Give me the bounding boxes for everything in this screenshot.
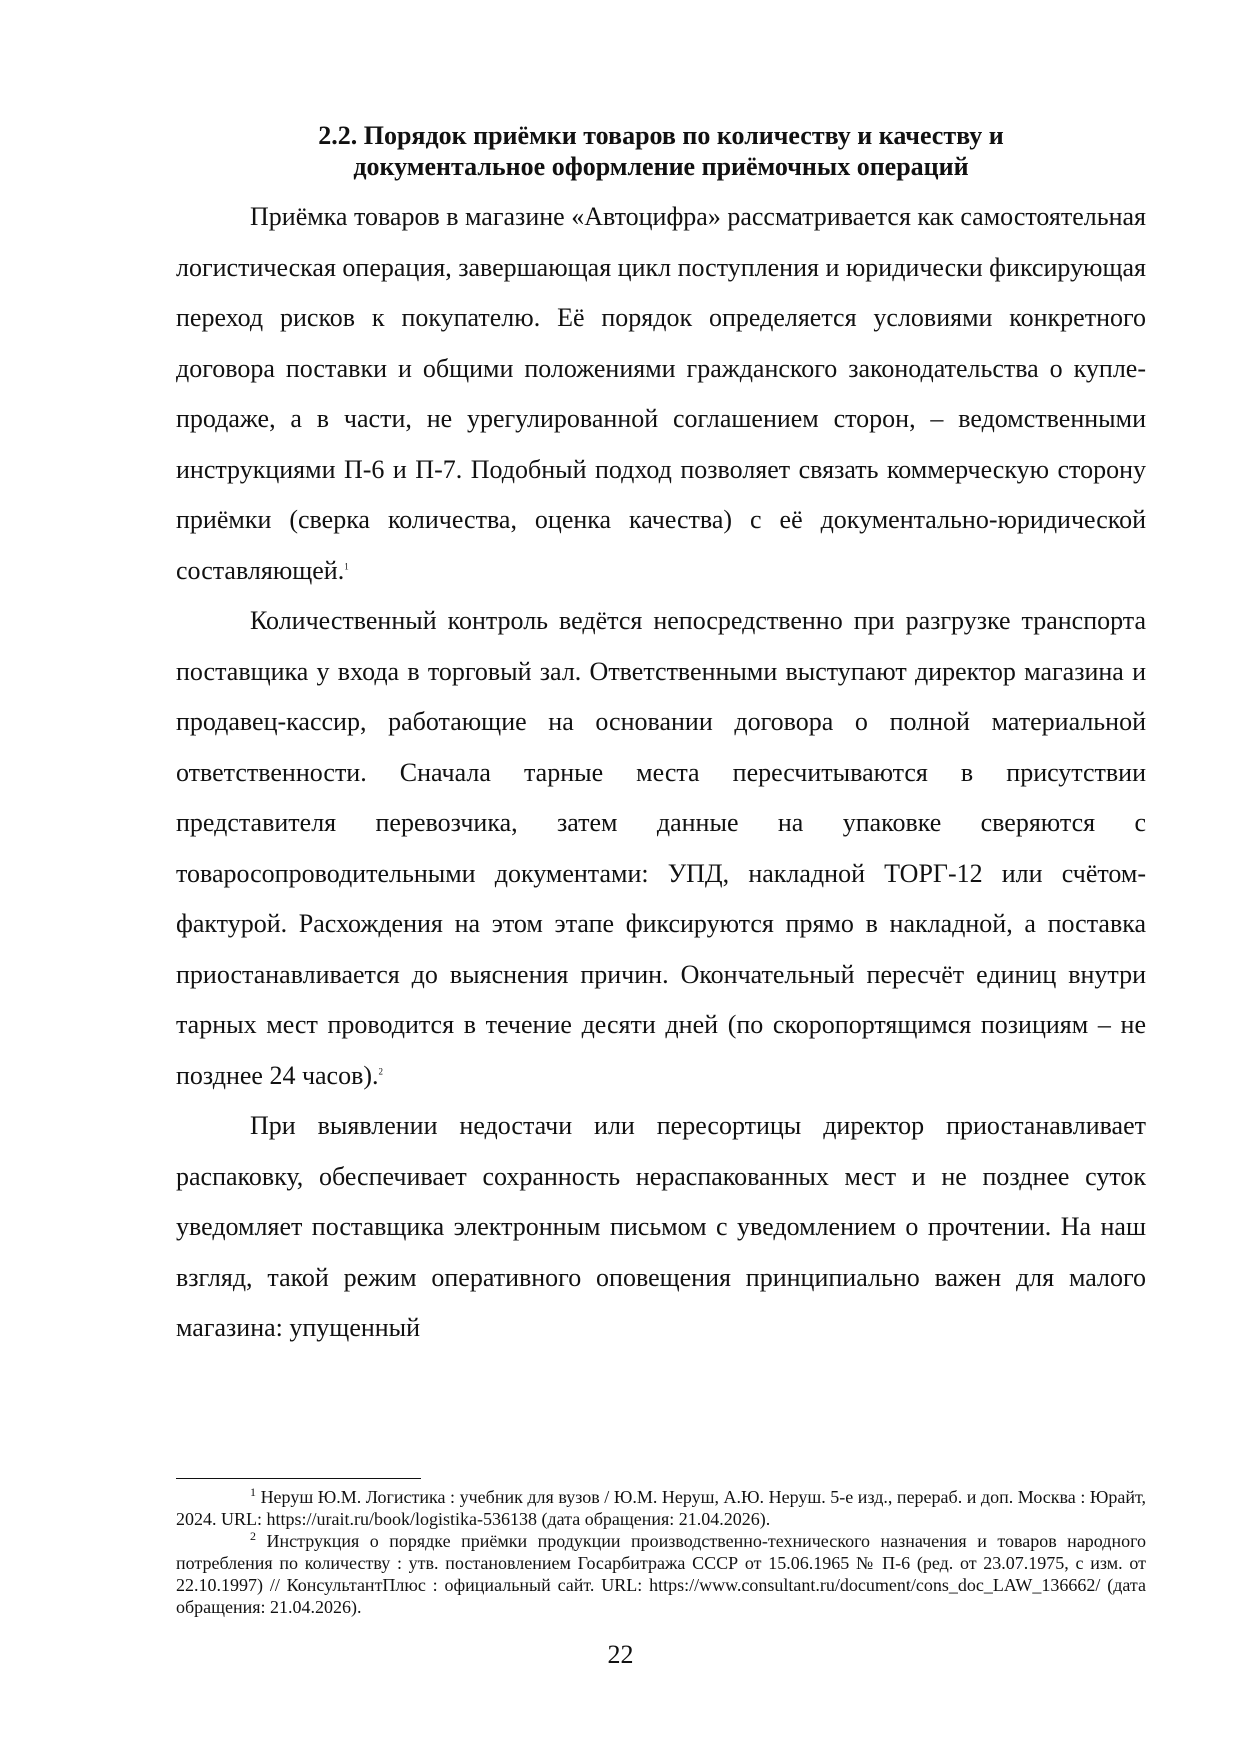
footnote-ref-1: 1 [344, 560, 349, 571]
footnote-1-number: 1 [250, 1485, 256, 1499]
paragraph-1-text: Приёмка товаров в магазине «Автоцифра» рассматривается как самостоятельная логистическая операция, завершающая цикл поступления и юридически фиксирующая переход рисков к покупателю. Её порядок определяется условиями конкретного договора поставки и общими положениями гражданского законодательства о купле-продаже, а в части, не урегулированной соглашением сторон, – ведомственными инструкциями П-6 и П-7. Подобный подход позволяет связать коммерческую сторону приёмки (сверка количества, оценка качества) с её документально-юридической составляющей. [176, 202, 1146, 585]
page-number: 22 [607, 1640, 634, 1669]
section-heading [176, 120, 1146, 182]
paragraph-2 [176, 596, 1146, 1101]
footnote-1-text: Неруш Ю.М. Логистика : учебник для вузов / Ю.М. Неруш, А.Ю. Неруш. 5-е изд., перераб. и доп. Москва : Юрайт, 2024. URL: https://urait.ru/book/logistika-536138 (дата обращения: 21.04.2026). [176, 1487, 1147, 1529]
section-heading-line-1: 2.2. Порядок приёмки товаров по количеству и качеству и [318, 121, 1004, 150]
paragraph-3-text: При выявлении недостачи или пересортицы директор приостанавливает распаковку, обеспечивает сохранность нераспакованных мест и не позднее суток уведомляет поставщика электронным письмом с уведомлением о прочтении. На наш взгляд, такой режим оперативного оповещения принципиально важен для малого магазина: упущенный [176, 1111, 1146, 1342]
section-heading-line-2: документальное оформление приёмочных операций [353, 152, 969, 181]
footnotes [176, 1486, 1146, 1618]
paragraph-1 [176, 192, 1146, 596]
footnote-ref-2: 2 [378, 1065, 384, 1076]
footnote-2-number: 2 [250, 1529, 256, 1543]
paragraph-3 [176, 1101, 1146, 1354]
footnote-2-text: Инструкция о порядке приёмки продукции производственно-технического назначения и товаров народного потребления по количеству : утв. постановлением Госарбитража СССР от 15.06.1965 № П-6 (ред. от 23.07.1975, с изм. от 22.10.1997) // КонсультантПлюс : официальный сайт. URL: https://www.consultant.ru/document/cons_doc_LAW_136662/ (дата обращения: 21.04.2026). [176, 1531, 1147, 1617]
footnote-1 [176, 1486, 1146, 1530]
footnote-2 [176, 1530, 1146, 1618]
paragraph-2-text: Количественный контроль ведётся непосредственно при разгрузке транспорта поставщика у входа в торговый зал. Ответственными выступают директор магазина и продавец-кассир, работающие на основании договора о полной материальной ответственности. Сначала тарные места пересчитываются в присутствии представителя перевозчика, затем данные на упаковке сверяются с товаросопроводительными документами: УПД, накладной ТОРГ-12 или счётом-фактурой. Расхождения на этом этапе фиксируются прямо в накладной, а поставка приостанавливается до выяснения причин. Окончательный пересчёт единиц внутри тарных мест проводится в течение десяти дней (по скоропортящимся позициям – не позднее 24 часов). [176, 606, 1146, 1090]
body-text [176, 192, 1146, 1354]
footnote-separator [176, 1478, 421, 1479]
